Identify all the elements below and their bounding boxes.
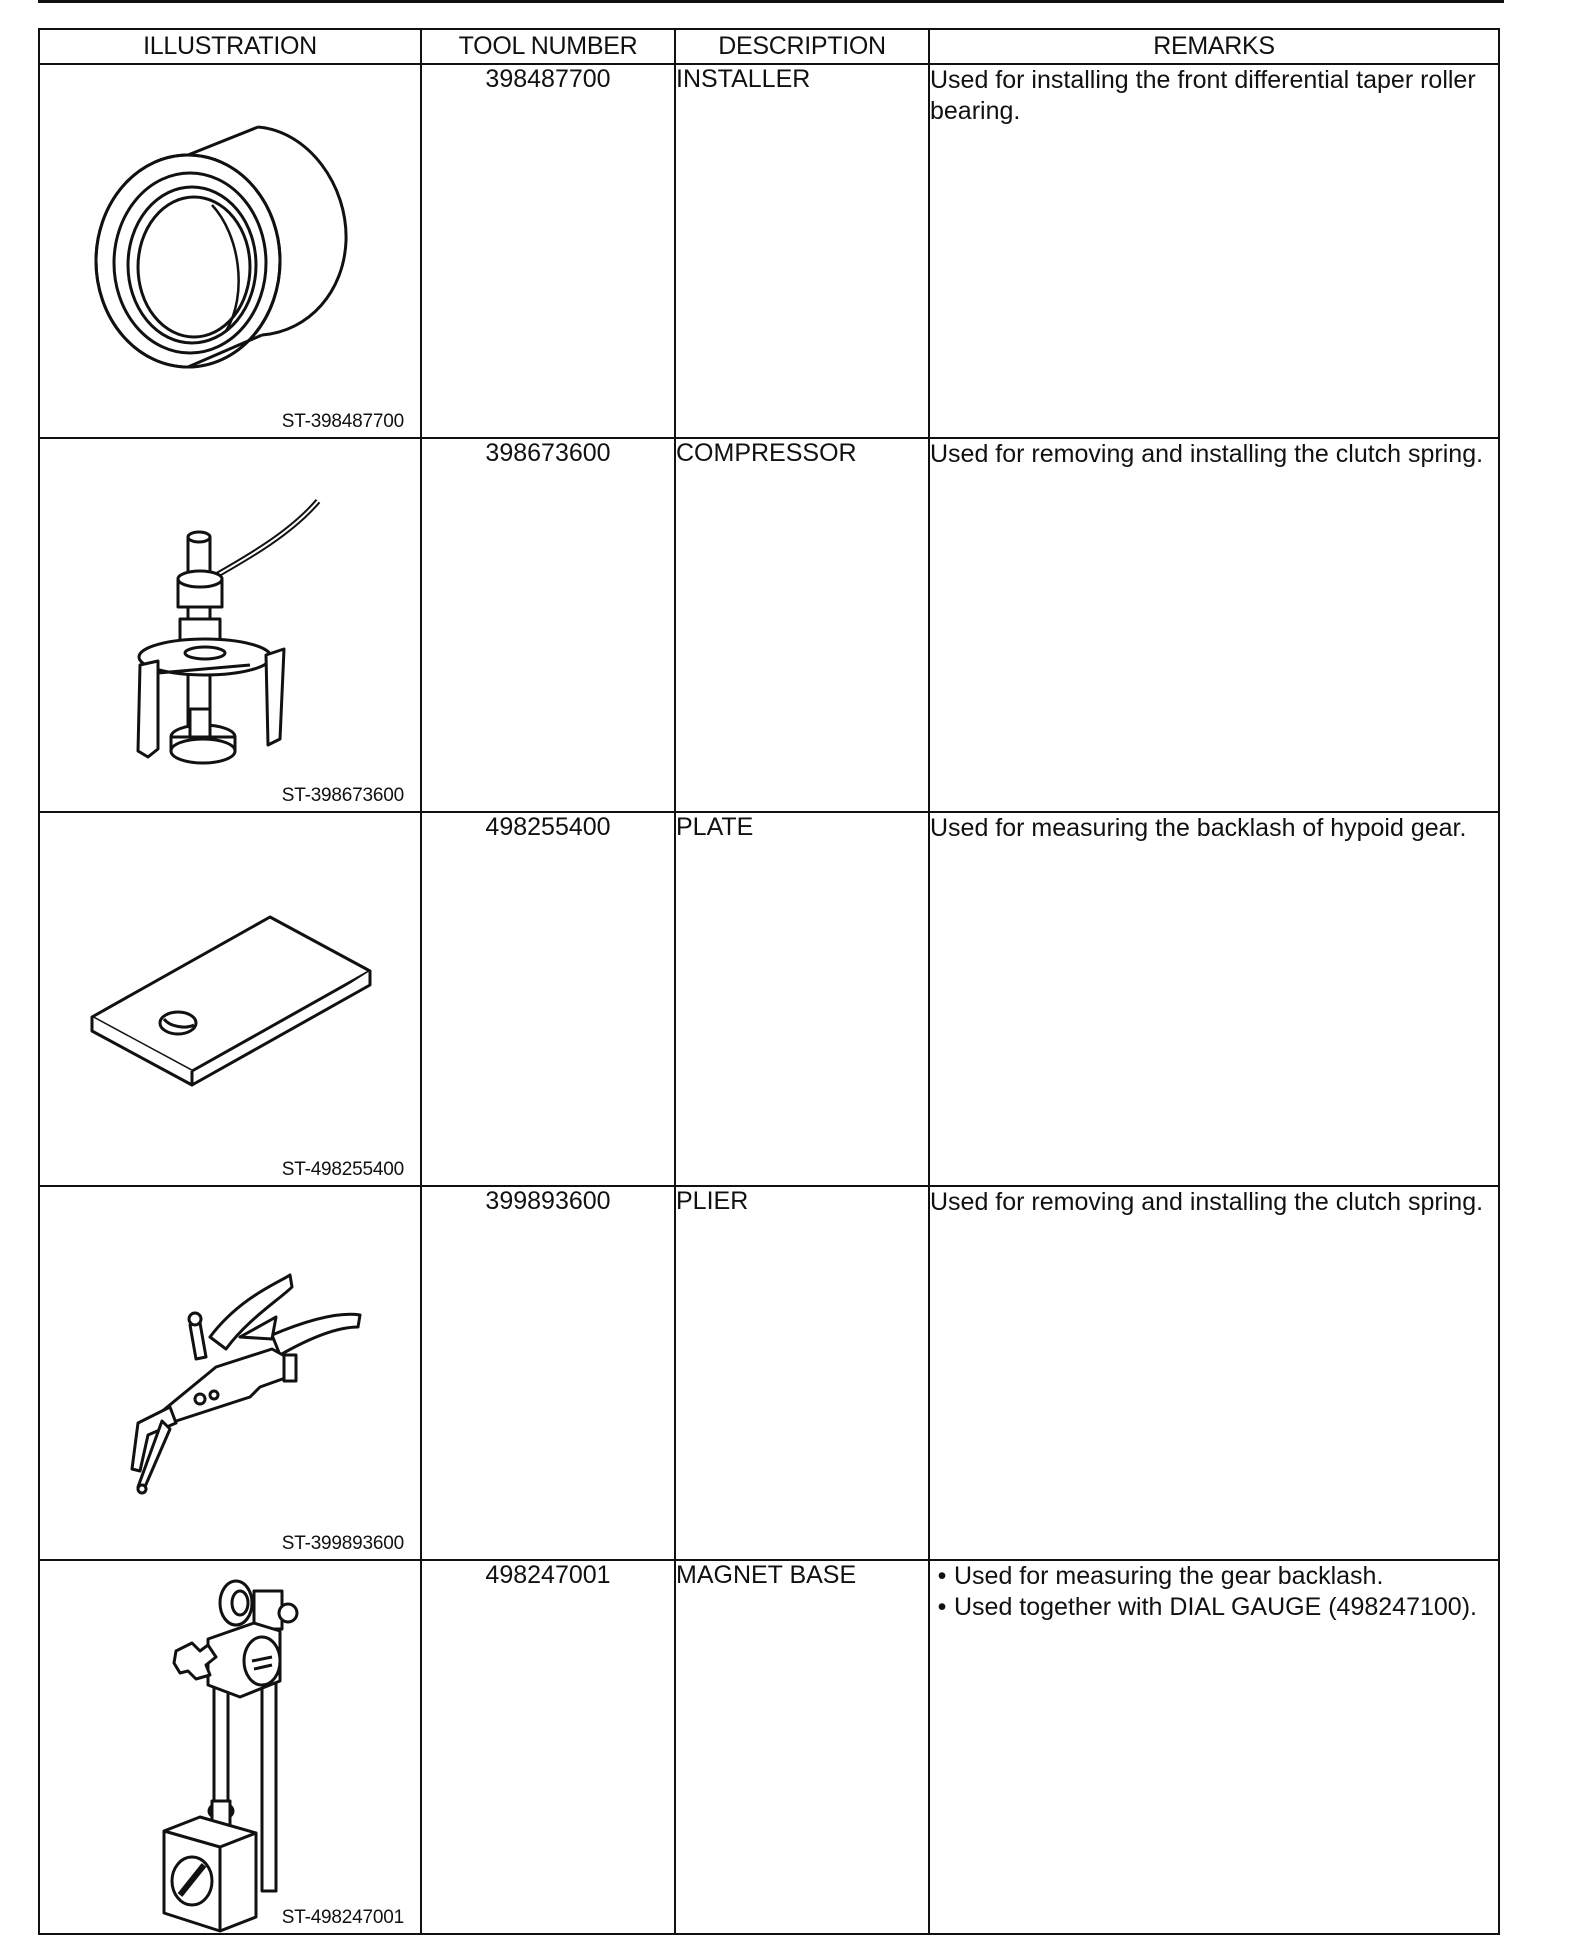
bearing-installer-ring-icon [40, 65, 420, 437]
header-remarks: REMARKS [929, 29, 1499, 64]
illustration-id: ST-398673600 [281, 785, 404, 806]
table-row [39, 438, 1499, 812]
description: PLATE [675, 812, 929, 1186]
tool-number: 398673600 [421, 438, 675, 812]
illustration-id: ST-399893600 [281, 1533, 404, 1554]
table-row [39, 812, 1499, 1186]
remarks [929, 1560, 1499, 1934]
illustration-cell [39, 1560, 421, 1934]
remarks: Used for removing and installing the clutch spring. [929, 1186, 1499, 1560]
illustration-id: ST-498247001 [281, 1907, 404, 1928]
header-description: DESCRIPTION [675, 29, 929, 64]
spring-compressor-icon [40, 439, 420, 811]
remarks: Used for measuring the backlash of hypoid gear. [929, 812, 1499, 1186]
remarks: Used for removing and installing the clutch spring. [929, 438, 1499, 812]
bullet-dot: • [937, 1562, 947, 1590]
tool-number: 398487700 [421, 64, 675, 438]
table-header-row [39, 29, 1499, 64]
remarks-bullet [930, 1561, 1498, 1592]
header-tool-number: TOOL NUMBER [421, 29, 675, 64]
illustration-cell [39, 64, 421, 438]
illustration-id: ST-398487700 [281, 411, 404, 432]
description: INSTALLER [675, 64, 929, 438]
illustration-id: ST-498255400 [281, 1159, 404, 1180]
top-rule [38, 0, 1504, 3]
snap-ring-plier-icon [40, 1187, 420, 1559]
remarks: Used for installing the front differential taper roller bearing. [929, 64, 1499, 438]
remarks-bullet-text: Used together with DIAL GAUGE (498247100). [954, 1593, 1477, 1621]
measuring-plate-icon [40, 813, 420, 1185]
table-row [39, 1186, 1499, 1560]
description: PLIER [675, 1186, 929, 1560]
tool-number: 498247001 [421, 1560, 675, 1934]
illustration-cell [39, 812, 421, 1186]
tool-number: 498255400 [421, 812, 675, 1186]
bullet-dot: • [937, 1593, 947, 1621]
illustration-cell [39, 438, 421, 812]
header-illustration: ILLUSTRATION [39, 29, 421, 64]
table-row [39, 64, 1499, 438]
illustration-cell [39, 1186, 421, 1560]
table-row [39, 1560, 1499, 1934]
special-tools-table [38, 28, 1500, 1935]
description: MAGNET BASE [675, 1560, 929, 1934]
magnet-base-stand-icon [40, 1561, 420, 1933]
remarks-bullet-text: Used for measuring the gear backlash. [954, 1562, 1384, 1590]
description: COMPRESSOR [675, 438, 929, 812]
remarks-bullet [930, 1592, 1498, 1623]
tool-number: 399893600 [421, 1186, 675, 1560]
